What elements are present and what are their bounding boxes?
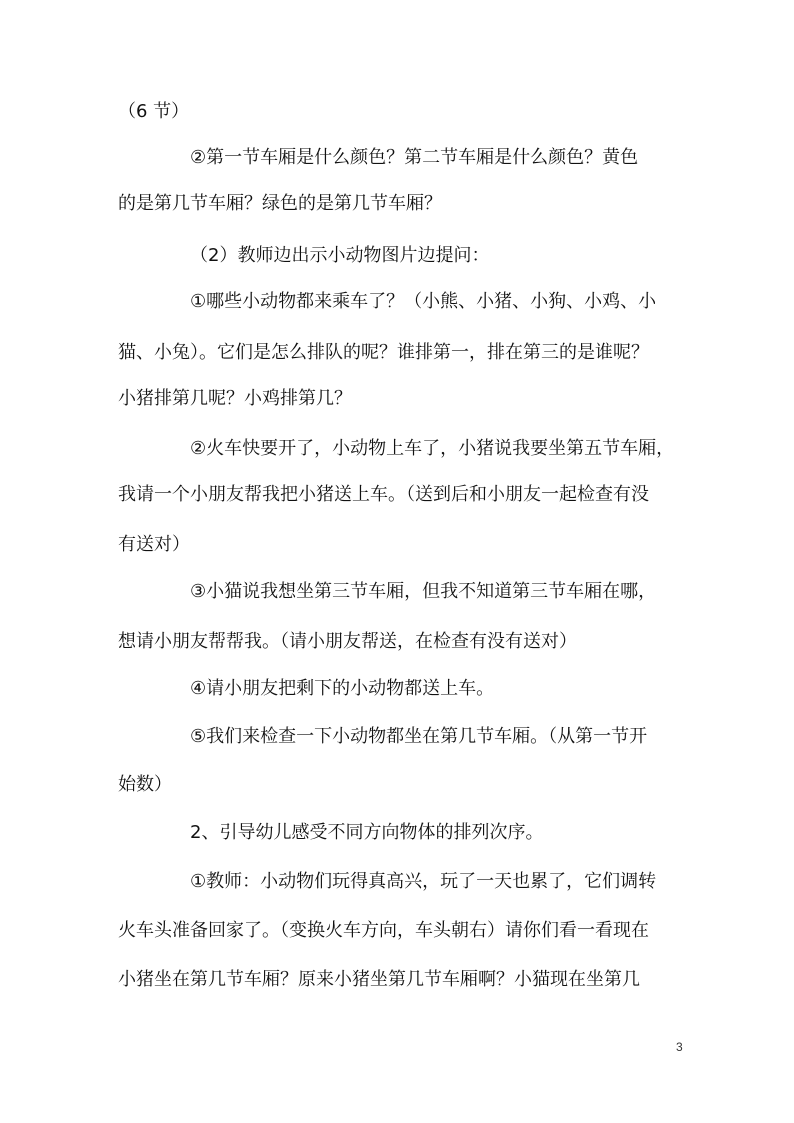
text-line: 我请一个小朋友帮我把小猪送上车。（送到后和小朋友一起检查有没 xyxy=(118,484,649,505)
text-line: ④请小朋友把剩下的小动物都送上车。 xyxy=(190,678,495,699)
text-line: 始数） xyxy=(118,774,172,795)
text-line: 小猪排第几呢？小鸡排第几？ xyxy=(118,388,352,409)
text-line: 猫、小兔）。它们是怎么排队的呢？谁排第一，排在第三的是谁呢？ xyxy=(118,342,649,363)
text-line: 的是第几节车厢？绿色的是第几节车厢？ xyxy=(118,193,442,214)
text-line: ②火车快要开了，小动物上车了，小猪说我要坐第五节车厢， xyxy=(190,438,675,459)
text-line: （2）教师边出示小动物图片边提问： xyxy=(190,245,490,266)
page-number: 3 xyxy=(676,1040,683,1054)
text-line: 想请小朋友帮帮我。（请小朋友帮送，在检查有没有送对） xyxy=(118,631,577,652)
text-line: ①哪些小动物都来乘车了？（小熊、小猪、小狗、小鸡、小 xyxy=(190,291,657,312)
text-line: 有送对） xyxy=(118,534,190,555)
text-line: 火车头准备回家了。（变换火车方向，车头朝右）请你们看一看现在 xyxy=(118,920,649,941)
text-line: （6 节） xyxy=(118,101,190,122)
text-line: ③小猫说我想坐第三节车厢，但我不知道第三节车厢在哪， xyxy=(190,581,657,602)
text-line: ①教师：小动物们玩得真高兴，玩了一天也累了，它们调转 xyxy=(190,871,657,892)
text-line: ⑤我们来检查一下小动物都坐在第几节车厢。（从第一节开 xyxy=(190,726,648,747)
text-line: 小猪坐在第几节车厢？原来小猪坐第几节车厢啊？小猫现在坐第几 xyxy=(118,969,640,990)
text-line: 2、引导幼儿感受不同方向物体的排列次序。 xyxy=(190,822,544,843)
text-line: ②第一节车厢是什么颜色？第二节车厢是什么颜色？黄色 xyxy=(190,147,639,168)
